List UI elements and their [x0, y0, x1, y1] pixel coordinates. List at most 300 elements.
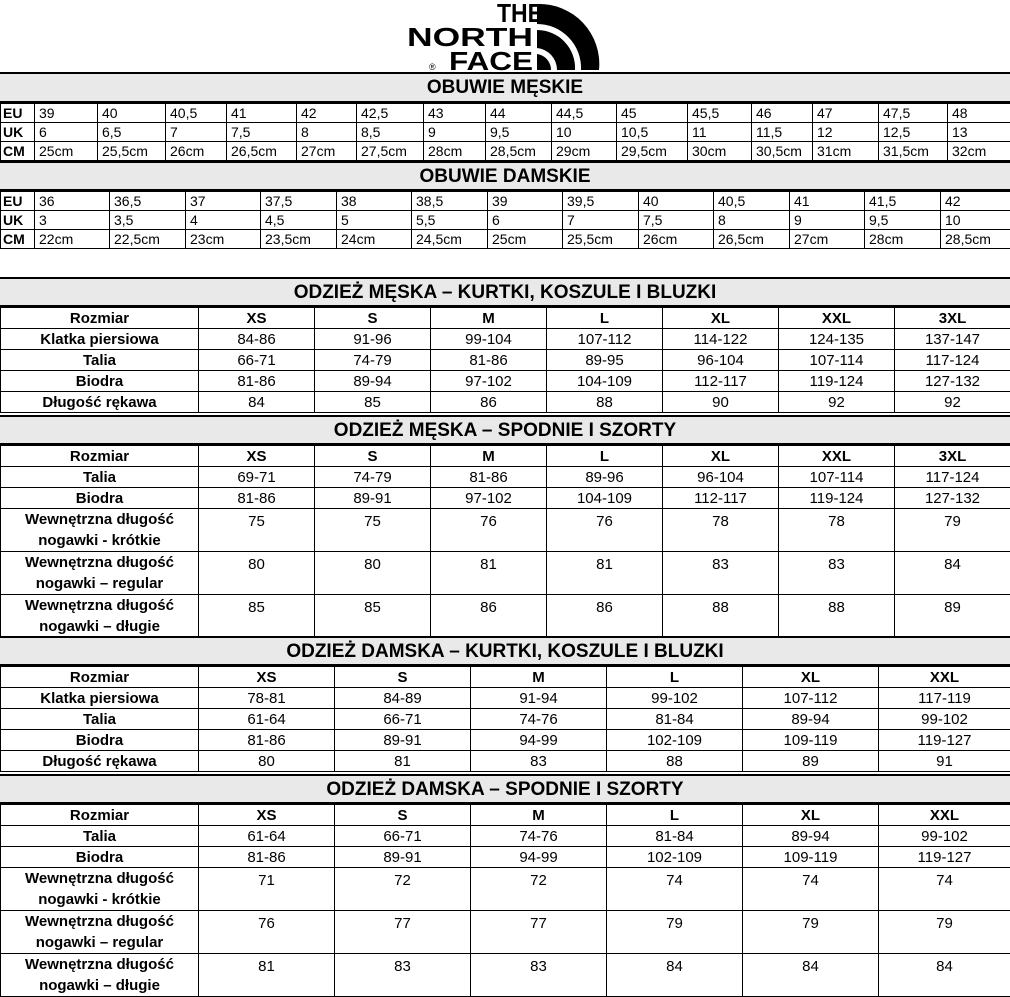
- value-cell: 102-109: [607, 847, 743, 868]
- womens-shoes-section: [0, 161, 1010, 249]
- size-cell: 27,5cm: [357, 142, 424, 161]
- table-row: [1, 688, 1010, 709]
- row-label: Klatka piersiowa: [1, 688, 199, 709]
- value-cell: 89-94: [743, 709, 879, 730]
- value-cell: 99-102: [879, 709, 1010, 730]
- mens-shoes-body: [1, 104, 1010, 161]
- value-cell: 109-119: [743, 847, 879, 868]
- size-cell: 22,5cm: [110, 230, 186, 249]
- size-cell: 11: [688, 123, 752, 142]
- value-cell: 112-117: [663, 371, 779, 392]
- table-row: [1, 123, 1010, 142]
- size-header: S: [315, 446, 431, 467]
- value-cell: 74: [607, 868, 743, 911]
- row-label: EU: [1, 104, 35, 123]
- size-header: XXL: [879, 805, 1010, 826]
- table-row: [1, 552, 1010, 595]
- size-cell: 12: [813, 123, 879, 142]
- value-cell: 78-81: [199, 688, 335, 709]
- table-row: [1, 751, 1010, 772]
- size-cell: 4,5: [261, 211, 337, 230]
- header-label: Rozmiar: [1, 805, 199, 826]
- size-cell: 39: [35, 104, 98, 123]
- value-cell: 84: [199, 392, 315, 413]
- value-cell: 78: [663, 509, 779, 552]
- size-cell: 30,5cm: [752, 142, 813, 161]
- value-cell: 107-114: [779, 350, 895, 371]
- size-header: XS: [199, 667, 335, 688]
- value-cell: 81: [431, 552, 547, 595]
- table-row: [1, 595, 1010, 638]
- row-label: Długość rękawa: [1, 392, 199, 413]
- size-cell: 8: [297, 123, 357, 142]
- size-cell: 42: [941, 192, 1010, 211]
- table-row: [1, 230, 1010, 249]
- value-cell: 119-127: [879, 847, 1010, 868]
- value-cell: 61-64: [199, 709, 335, 730]
- table-row: [1, 826, 1010, 847]
- value-cell: 84: [607, 954, 743, 997]
- section-title: OBUWIE MĘSKIE: [0, 72, 1010, 103]
- size-header: XXL: [779, 308, 895, 329]
- value-cell: 81-84: [607, 709, 743, 730]
- section-title: OBUWIE DAMSKIE: [0, 161, 1010, 191]
- value-cell: 79: [879, 911, 1010, 954]
- size-cell: 40,5: [166, 104, 227, 123]
- size-cell: 38,5: [412, 192, 488, 211]
- size-cell: 37,5: [261, 192, 337, 211]
- table-row: [1, 868, 1010, 911]
- value-cell: 81-86: [199, 847, 335, 868]
- size-cell: 9: [424, 123, 486, 142]
- womens-pants-section: [0, 774, 1010, 997]
- womens-pants-body: [1, 805, 1010, 997]
- size-cell: 6: [488, 211, 563, 230]
- value-cell: 81-86: [199, 488, 315, 509]
- table-row: [1, 371, 1010, 392]
- size-header: S: [315, 308, 431, 329]
- mens-shoes-section: [0, 72, 1010, 161]
- value-cell: 81-84: [607, 826, 743, 847]
- value-cell: 119-127: [879, 730, 1010, 751]
- womens-shoes-body: [1, 192, 1010, 249]
- size-cell: 28cm: [424, 142, 486, 161]
- size-header: M: [431, 446, 547, 467]
- header-label: Rozmiar: [1, 667, 199, 688]
- value-cell: 81: [199, 954, 335, 997]
- size-cell: 47,5: [879, 104, 948, 123]
- size-cell: 40: [639, 192, 714, 211]
- value-cell: 80: [199, 552, 315, 595]
- table-row: [1, 488, 1010, 509]
- value-cell: 81: [547, 552, 663, 595]
- size-cell: 13: [948, 123, 1010, 142]
- value-cell: 109-119: [743, 730, 879, 751]
- size-cell: 22cm: [35, 230, 110, 249]
- value-cell: 97-102: [431, 371, 547, 392]
- row-label: Talia: [1, 467, 199, 488]
- size-cell: 41,5: [865, 192, 941, 211]
- size-cell: 7: [166, 123, 227, 142]
- value-cell: 89-91: [335, 847, 471, 868]
- table-row: [1, 954, 1010, 997]
- size-cell: 26cm: [639, 230, 714, 249]
- row-label: CM: [1, 142, 35, 161]
- value-cell: 89-94: [315, 371, 431, 392]
- table-row: [1, 847, 1010, 868]
- value-cell: 89-91: [335, 730, 471, 751]
- value-cell: 119-124: [779, 371, 895, 392]
- value-cell: 88: [547, 392, 663, 413]
- value-cell: 86: [547, 595, 663, 638]
- size-cell: 8: [714, 211, 790, 230]
- size-header: L: [607, 805, 743, 826]
- size-header: 3XL: [895, 446, 1010, 467]
- value-cell: 96-104: [663, 350, 779, 371]
- womens-jackets-table: [0, 666, 1010, 772]
- size-cell: 10: [941, 211, 1010, 230]
- size-cell: 5: [337, 211, 412, 230]
- header-row: [1, 308, 1010, 329]
- value-cell: 99-104: [431, 329, 547, 350]
- header-row: [1, 805, 1010, 826]
- value-cell: 97-102: [431, 488, 547, 509]
- brand-line-1: THE: [497, 0, 543, 28]
- value-cell: 81-86: [199, 371, 315, 392]
- value-cell: 92: [895, 392, 1010, 413]
- value-cell: 88: [779, 595, 895, 638]
- size-header: XL: [663, 308, 779, 329]
- size-cell: 7: [563, 211, 639, 230]
- value-cell: 88: [663, 595, 779, 638]
- size-header: XS: [199, 308, 315, 329]
- value-cell: 86: [431, 595, 547, 638]
- brand-line-2: NORTH: [407, 22, 533, 52]
- value-cell: 137-147: [895, 329, 1010, 350]
- size-cell: 24cm: [337, 230, 412, 249]
- value-cell: 89: [895, 595, 1010, 638]
- value-cell: 75: [199, 509, 315, 552]
- row-label: Biodra: [1, 730, 199, 751]
- size-cell: 46: [752, 104, 813, 123]
- value-cell: 83: [471, 751, 607, 772]
- size-cell: 5,5: [412, 211, 488, 230]
- size-cell: 11,5: [752, 123, 813, 142]
- brand-logo: [405, 0, 605, 72]
- row-label: Biodra: [1, 488, 199, 509]
- value-cell: 61-64: [199, 826, 335, 847]
- size-cell: 43: [424, 104, 486, 123]
- value-cell: 91-94: [471, 688, 607, 709]
- value-cell: 89: [743, 751, 879, 772]
- value-cell: 71: [199, 868, 335, 911]
- size-cell: 26cm: [166, 142, 227, 161]
- size-cell: 6,5: [98, 123, 166, 142]
- size-cell: 38: [337, 192, 412, 211]
- size-cell: 25,5cm: [563, 230, 639, 249]
- table-row: [1, 350, 1010, 371]
- header-label: Rozmiar: [1, 308, 199, 329]
- value-cell: 127-132: [895, 371, 1010, 392]
- value-cell: 89-94: [743, 826, 879, 847]
- table-row: [1, 467, 1010, 488]
- row-label: Wewnętrzna długość nogawki – regular: [1, 552, 199, 595]
- value-cell: 104-109: [547, 371, 663, 392]
- value-cell: 117-119: [879, 688, 1010, 709]
- size-cell: 23,5cm: [261, 230, 337, 249]
- size-header: 3XL: [895, 308, 1010, 329]
- header-label: Rozmiar: [1, 446, 199, 467]
- size-header: L: [547, 446, 663, 467]
- value-cell: 85: [315, 392, 431, 413]
- value-cell: 74-79: [315, 467, 431, 488]
- size-cell: 47: [813, 104, 879, 123]
- size-header: M: [471, 805, 607, 826]
- size-cell: 36,5: [110, 192, 186, 211]
- size-cell: 44: [486, 104, 552, 123]
- row-label: Wewnętrzna długość nogawki - krótkie: [1, 509, 199, 552]
- size-header: XS: [199, 805, 335, 826]
- size-cell: 9,5: [486, 123, 552, 142]
- size-cell: 42: [297, 104, 357, 123]
- header-row: [1, 667, 1010, 688]
- value-cell: 90: [663, 392, 779, 413]
- brand-line-3: FACE: [449, 46, 533, 72]
- value-cell: 117-124: [895, 467, 1010, 488]
- half-dome-icon: [537, 4, 599, 70]
- size-cell: 7,5: [227, 123, 297, 142]
- value-cell: 74: [743, 868, 879, 911]
- value-cell: 74-79: [315, 350, 431, 371]
- size-cell: 25cm: [488, 230, 563, 249]
- row-label: Wewnętrzna długość nogawki - krótkie: [1, 868, 199, 911]
- size-cell: 28cm: [865, 230, 941, 249]
- row-label: Talia: [1, 826, 199, 847]
- table-row: [1, 211, 1010, 230]
- value-cell: 127-132: [895, 488, 1010, 509]
- value-cell: 80: [199, 751, 335, 772]
- value-cell: 84-86: [199, 329, 315, 350]
- value-cell: 79: [743, 911, 879, 954]
- size-cell: 6: [35, 123, 98, 142]
- value-cell: 77: [335, 911, 471, 954]
- size-cell: 31cm: [813, 142, 879, 161]
- value-cell: 85: [315, 595, 431, 638]
- value-cell: 84: [895, 552, 1010, 595]
- mens-jackets-section: [0, 277, 1010, 413]
- value-cell: 89-96: [547, 467, 663, 488]
- size-cell: 40: [98, 104, 166, 123]
- value-cell: 85: [199, 595, 315, 638]
- table-row: [1, 509, 1010, 552]
- row-label: Wewnętrzna długość nogawki – regular: [1, 911, 199, 954]
- value-cell: 76: [431, 509, 547, 552]
- value-cell: 76: [199, 911, 335, 954]
- value-cell: 88: [607, 751, 743, 772]
- size-cell: 10,5: [617, 123, 688, 142]
- value-cell: 99-102: [607, 688, 743, 709]
- value-cell: 66-71: [335, 709, 471, 730]
- value-cell: 91-96: [315, 329, 431, 350]
- mens-pants-body: [1, 446, 1010, 638]
- header-row: [1, 446, 1010, 467]
- value-cell: 78: [779, 509, 895, 552]
- value-cell: 107-112: [547, 329, 663, 350]
- size-cell: 45: [617, 104, 688, 123]
- size-cell: 23cm: [186, 230, 261, 249]
- value-cell: 81-86: [431, 467, 547, 488]
- value-cell: 112-117: [663, 488, 779, 509]
- mens-jackets-body: [1, 308, 1010, 413]
- table-row: [1, 392, 1010, 413]
- size-header: XL: [663, 446, 779, 467]
- size-cell: 4: [186, 211, 261, 230]
- size-cell: 44,5: [552, 104, 617, 123]
- value-cell: 72: [335, 868, 471, 911]
- row-label: Wewnętrzna długość nogawki – długie: [1, 954, 199, 997]
- value-cell: 84-89: [335, 688, 471, 709]
- size-cell: 25cm: [35, 142, 98, 161]
- section-title: ODZIEŻ MĘSKA – KURTKI, KOSZULE I BLUZKI: [0, 277, 1010, 307]
- value-cell: 81-86: [431, 350, 547, 371]
- size-cell: 40,5: [714, 192, 790, 211]
- mens-pants-section: [0, 415, 1010, 638]
- size-cell: 39: [488, 192, 563, 211]
- value-cell: 79: [895, 509, 1010, 552]
- mens-jackets-table: [0, 307, 1010, 413]
- value-cell: 89-95: [547, 350, 663, 371]
- size-cell: 9,5: [865, 211, 941, 230]
- value-cell: 99-102: [879, 826, 1010, 847]
- size-header: XXL: [879, 667, 1010, 688]
- value-cell: 86: [431, 392, 547, 413]
- value-cell: 124-135: [779, 329, 895, 350]
- size-cell: 41: [790, 192, 865, 211]
- row-label: UK: [1, 123, 35, 142]
- table-row: [1, 911, 1010, 954]
- row-label: Talia: [1, 709, 199, 730]
- value-cell: 84: [879, 954, 1010, 997]
- value-cell: 74-76: [471, 709, 607, 730]
- size-header: S: [335, 805, 471, 826]
- value-cell: 96-104: [663, 467, 779, 488]
- row-label: Biodra: [1, 847, 199, 868]
- womens-pants-table: [0, 804, 1010, 997]
- row-label: Biodra: [1, 371, 199, 392]
- size-header: L: [607, 667, 743, 688]
- row-label: Talia: [1, 350, 199, 371]
- row-label: Długość rękawa: [1, 751, 199, 772]
- size-cell: 3: [35, 211, 110, 230]
- size-cell: 27cm: [790, 230, 865, 249]
- value-cell: 107-112: [743, 688, 879, 709]
- row-label: EU: [1, 192, 35, 211]
- section-title: ODZIEŻ DAMSKA – KURTKI, KOSZULE I BLUZKI: [0, 636, 1010, 666]
- row-label: Klatka piersiowa: [1, 329, 199, 350]
- womens-shoes-table: [0, 191, 1010, 249]
- size-cell: 27cm: [297, 142, 357, 161]
- row-label: UK: [1, 211, 35, 230]
- value-cell: 104-109: [547, 488, 663, 509]
- size-cell: 12,5: [879, 123, 948, 142]
- size-cell: 25,5cm: [98, 142, 166, 161]
- value-cell: 72: [471, 868, 607, 911]
- value-cell: 83: [663, 552, 779, 595]
- value-cell: 89-91: [315, 488, 431, 509]
- value-cell: 107-114: [779, 467, 895, 488]
- value-cell: 94-99: [471, 847, 607, 868]
- value-cell: 75: [315, 509, 431, 552]
- size-header: XL: [743, 805, 879, 826]
- registered-mark: ®: [429, 62, 436, 72]
- section-title: ODZIEŻ DAMSKA – SPODNIE I SZORTY: [0, 774, 1010, 804]
- size-cell: 48: [948, 104, 1010, 123]
- size-cell: 45,5: [688, 104, 752, 123]
- size-cell: 8,5: [357, 123, 424, 142]
- value-cell: 114-122: [663, 329, 779, 350]
- value-cell: 94-99: [471, 730, 607, 751]
- size-cell: 42,5: [357, 104, 424, 123]
- size-cell: 10: [552, 123, 617, 142]
- size-cell: 3,5: [110, 211, 186, 230]
- table-row: [1, 142, 1010, 161]
- row-label: Wewnętrzna długość nogawki – długie: [1, 595, 199, 638]
- size-cell: 28,5cm: [941, 230, 1010, 249]
- size-header: XXL: [779, 446, 895, 467]
- size-cell: 29,5cm: [617, 142, 688, 161]
- value-cell: 81: [335, 751, 471, 772]
- size-header: XS: [199, 446, 315, 467]
- size-cell: 26,5cm: [714, 230, 790, 249]
- size-cell: 41: [227, 104, 297, 123]
- section-title: ODZIEŻ MĘSKA – SPODNIE I SZORTY: [0, 415, 1010, 445]
- value-cell: 79: [607, 911, 743, 954]
- size-cell: 36: [35, 192, 110, 211]
- value-cell: 91: [879, 751, 1010, 772]
- value-cell: 83: [335, 954, 471, 997]
- row-label: CM: [1, 230, 35, 249]
- womens-jackets-body: [1, 667, 1010, 772]
- size-header: M: [431, 308, 547, 329]
- womens-jackets-section: [0, 636, 1010, 772]
- size-cell: 9: [790, 211, 865, 230]
- size-cell: 39,5: [563, 192, 639, 211]
- value-cell: 80: [315, 552, 431, 595]
- size-cell: 30cm: [688, 142, 752, 161]
- value-cell: 83: [779, 552, 895, 595]
- value-cell: 117-124: [895, 350, 1010, 371]
- size-cell: 24,5cm: [412, 230, 488, 249]
- value-cell: 102-109: [607, 730, 743, 751]
- size-header: XL: [743, 667, 879, 688]
- size-header: S: [335, 667, 471, 688]
- size-cell: 28,5cm: [486, 142, 552, 161]
- table-row: [1, 709, 1010, 730]
- value-cell: 77: [471, 911, 607, 954]
- value-cell: 66-71: [335, 826, 471, 847]
- table-row: [1, 104, 1010, 123]
- value-cell: 92: [779, 392, 895, 413]
- value-cell: 119-124: [779, 488, 895, 509]
- size-cell: 37: [186, 192, 261, 211]
- size-header: L: [547, 308, 663, 329]
- value-cell: 74: [879, 868, 1010, 911]
- table-row: [1, 329, 1010, 350]
- value-cell: 66-71: [199, 350, 315, 371]
- table-row: [1, 730, 1010, 751]
- value-cell: 83: [471, 954, 607, 997]
- value-cell: 84: [743, 954, 879, 997]
